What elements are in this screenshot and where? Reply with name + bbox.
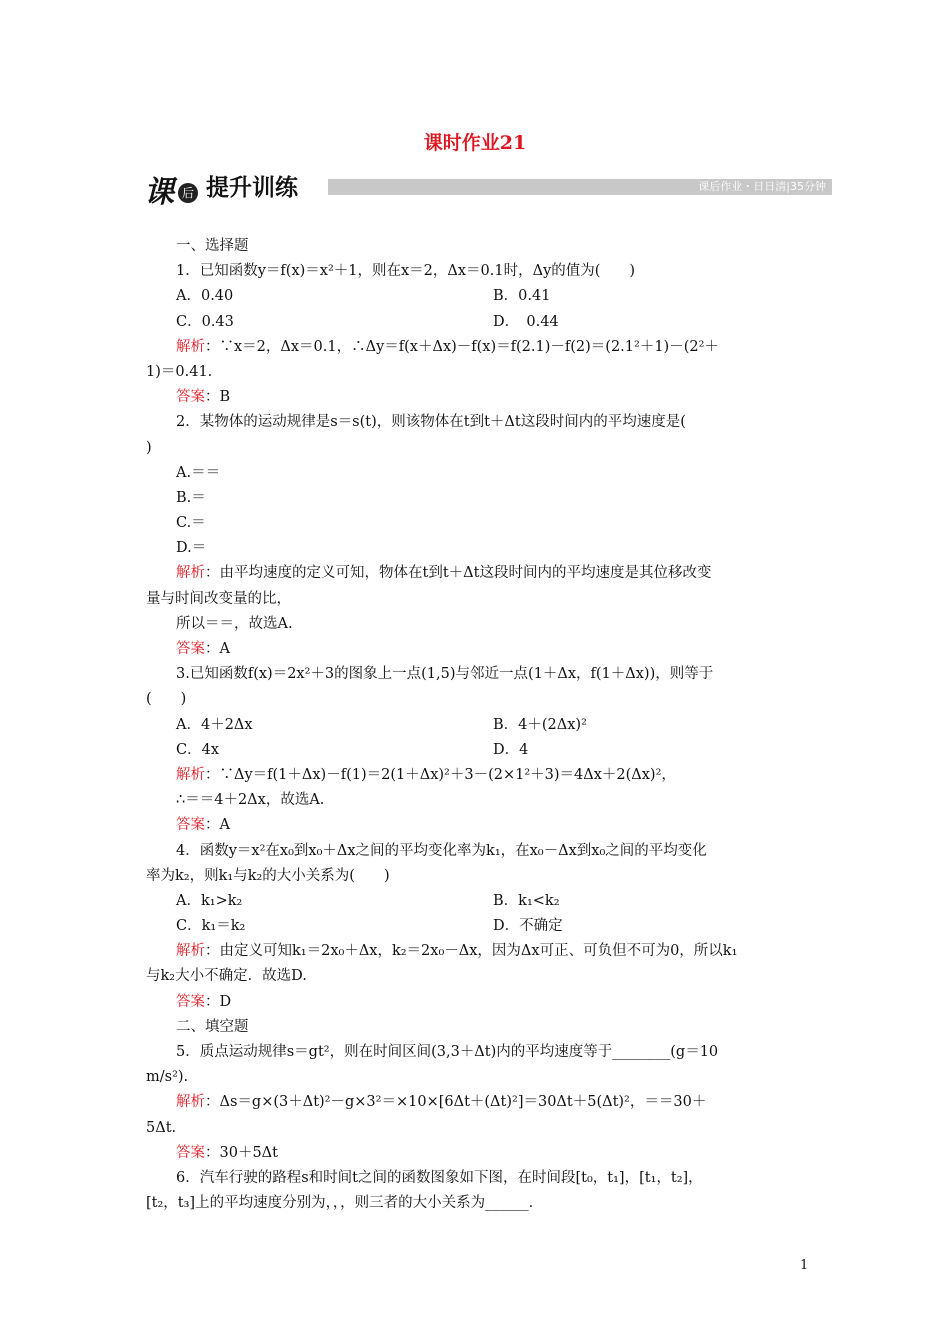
text-line bbox=[146, 587, 810, 612]
text-line bbox=[146, 1090, 810, 1115]
line-text: 与k₂大小不确定．故选D. bbox=[146, 968, 307, 985]
line-text: 一、选择题 bbox=[176, 238, 249, 254]
text-line bbox=[146, 536, 810, 561]
line-text: 1．已知函数y＝f(x)＝x²＋1，则在x＝2，Δx＝0.1时，Δy的值为( ) bbox=[176, 263, 636, 280]
option-row bbox=[146, 889, 810, 914]
answer-label: 解析 bbox=[176, 338, 205, 355]
page-title: 课时作业21 bbox=[423, 132, 527, 154]
line-text: ：B bbox=[205, 389, 231, 406]
text-line bbox=[146, 1116, 810, 1141]
option-text: A．4＋2Δx bbox=[176, 716, 253, 733]
line-text: ：由平均速度的定义可知，物体在t到t＋Δt这段时间内的平均速度是其位移改变 bbox=[205, 565, 712, 582]
line-text: ：Δs＝g×(3＋Δt)²－g×3²＝×10×[6Δt＋(Δt)²]＝30Δt＋5(Δt)²，＝＝30＋ bbox=[205, 1094, 707, 1111]
answer-label: 解析 bbox=[176, 1094, 205, 1111]
line-text: ) bbox=[146, 439, 152, 456]
line-text: 4．函数y＝x²在x₀到x₀＋Δx之间的平均变化率为k₁，在x₀－Δx到x₀之间的平均变化 bbox=[176, 842, 707, 859]
banner-heading: 提升训练 bbox=[206, 175, 298, 201]
text-line bbox=[146, 1141, 810, 1166]
line-text: B.＝ bbox=[176, 489, 206, 506]
option-row bbox=[146, 914, 810, 939]
text-line bbox=[146, 990, 810, 1015]
line-text: D.＝ bbox=[176, 540, 207, 557]
line-text: ：D bbox=[205, 993, 232, 1010]
line-text: C.＝ bbox=[176, 515, 206, 532]
line-text: ∴＝＝4＋2Δx，故选A. bbox=[176, 792, 325, 809]
text-line bbox=[146, 385, 810, 410]
document-body bbox=[146, 234, 810, 1216]
text-line bbox=[146, 939, 810, 964]
text-line bbox=[146, 839, 810, 864]
line-text: m/s²). bbox=[146, 1069, 189, 1086]
banner-bar bbox=[328, 179, 832, 195]
text-line bbox=[146, 612, 810, 637]
option-text: A．0.40 bbox=[176, 288, 234, 305]
line-text: [t₂，t₃]上的平均速度分别为，，，则三者的大小关系为______． bbox=[146, 1195, 544, 1212]
option-text: C．k₁＝k₂ bbox=[176, 918, 246, 935]
option-text: A．k₁>k₂ bbox=[176, 892, 243, 909]
option-text: D． 0.44 bbox=[493, 313, 559, 330]
line-text: ：30＋5Δt bbox=[205, 1144, 278, 1161]
option-text: B．4＋(2Δx)² bbox=[493, 716, 587, 733]
line-text: ：∵x＝2，Δx＝0.1，∴Δy＝f(x＋Δx)－f(x)＝f(2.1)－f(2)＝(2.1²＋1)－(2²＋ bbox=[205, 338, 719, 355]
banner-tagline: 课后作业・日日清|35分钟 bbox=[698, 180, 826, 193]
text-line bbox=[146, 1191, 810, 1216]
text-line bbox=[146, 436, 810, 461]
text-line bbox=[146, 1015, 810, 1040]
logo-char: 课 bbox=[144, 175, 174, 210]
answer-label: 答案 bbox=[176, 817, 205, 834]
line-text: 1)＝0.41. bbox=[146, 363, 213, 380]
option-text: B．0.41 bbox=[493, 288, 551, 305]
text-line bbox=[146, 486, 810, 511]
line-text: A.＝＝ bbox=[176, 464, 221, 481]
text-line bbox=[146, 1065, 810, 1090]
answer-label: 解析 bbox=[176, 766, 205, 783]
text-line bbox=[146, 335, 810, 360]
answer-label: 答案 bbox=[176, 993, 205, 1010]
answer-label: 答案 bbox=[176, 389, 205, 406]
logo-badge: 后 bbox=[178, 183, 198, 203]
option-text: D．不确定 bbox=[493, 918, 563, 935]
text-line bbox=[146, 259, 810, 284]
line-text: 6．汽车行驶的路程s和时间t之间的函数图象如下图，在时间段[t₀，t₁]，[t₁，t₂]， bbox=[176, 1169, 703, 1186]
line-text: ：∵Δy＝f(1＋Δx)－f(1)＝2(1＋Δx)²＋3－(2×1²＋3)＝4Δx＋2(Δx)²， bbox=[205, 766, 676, 783]
option-text: C．0.43 bbox=[176, 313, 234, 330]
option-text: B．k₁<k₂ bbox=[493, 892, 560, 909]
line-text: ( ) bbox=[146, 691, 187, 708]
option-text: C．4x bbox=[176, 741, 219, 758]
answer-label: 答案 bbox=[176, 1144, 205, 1161]
answer-label: 解析 bbox=[176, 943, 205, 960]
line-text: ：由定义可知k₁＝2x₀＋Δx，k₂＝2x₀－Δx，因为Δx可正、可负但不可为0，所以k₁ bbox=[205, 943, 738, 960]
text-line bbox=[146, 1166, 810, 1191]
text-line bbox=[146, 561, 810, 586]
page-number: 1 bbox=[800, 1258, 809, 1273]
text-line bbox=[146, 964, 810, 989]
text-line bbox=[146, 687, 810, 712]
text-line bbox=[146, 763, 810, 788]
line-text: 率为k₂，则k₁与k₂的大小关系为( ) bbox=[146, 867, 390, 884]
option-row bbox=[146, 310, 810, 335]
answer-label: 答案 bbox=[176, 641, 205, 657]
line-text: 5．质点运动规律s＝gt²，则在时间区间(3,3＋Δt)内的平均速度等于________(g＝10 bbox=[176, 1044, 719, 1060]
text-line bbox=[146, 637, 810, 662]
line-text: 5Δt. bbox=[146, 1119, 177, 1136]
text-line bbox=[146, 511, 810, 536]
text-line bbox=[146, 461, 810, 486]
section-banner bbox=[142, 165, 832, 210]
line-text: 2．某物体的运动规律是s＝s(t)，则该物体在t到t＋Δt这段时间内的平均速度是( bbox=[176, 414, 686, 431]
option-row bbox=[146, 738, 810, 763]
line-text: ：A bbox=[205, 641, 230, 657]
option-row bbox=[146, 284, 810, 309]
line-text: 所以＝＝，故选A. bbox=[176, 615, 293, 632]
option-text: D．4 bbox=[493, 741, 529, 758]
line-text: 量与时间改变量的比， bbox=[146, 590, 291, 607]
text-line bbox=[146, 788, 810, 813]
text-line bbox=[146, 234, 810, 259]
line-text: 二、填空题 bbox=[176, 1018, 249, 1035]
line-text: ：A bbox=[205, 817, 230, 834]
text-line bbox=[146, 410, 810, 435]
option-row bbox=[146, 713, 810, 738]
text-line bbox=[146, 864, 810, 889]
text-line bbox=[146, 360, 810, 385]
answer-label: 解析 bbox=[176, 565, 205, 582]
text-line bbox=[146, 1040, 810, 1065]
line-text: 3.已知函数f(x)＝2x²＋3的图象上一点(1,5)与邻近一点(1＋Δx，f(1＋Δx))，则等于 bbox=[176, 666, 714, 683]
text-line bbox=[146, 662, 810, 687]
text-line bbox=[146, 813, 810, 838]
